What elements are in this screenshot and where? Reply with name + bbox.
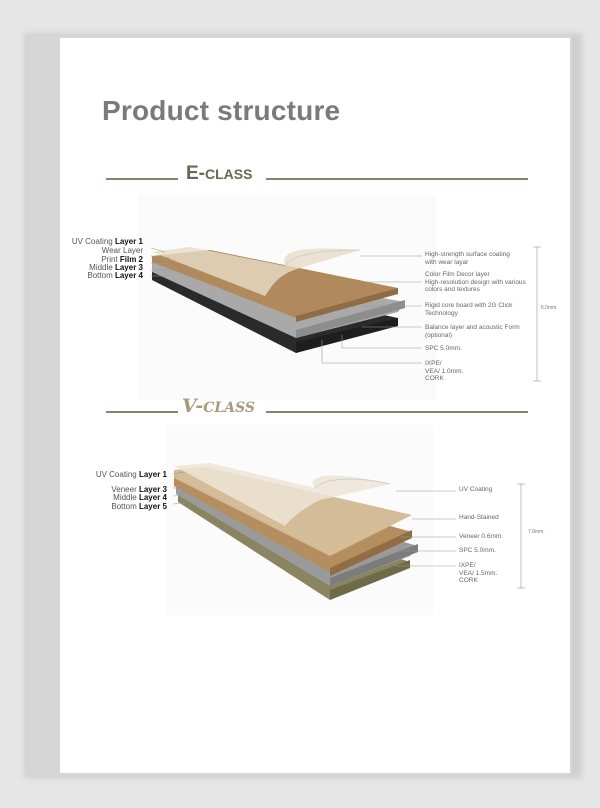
v-thickness-label: 7.0mm. bbox=[528, 529, 545, 535]
v-layer-label-3: Middle Layer 4 bbox=[113, 493, 167, 502]
e-class-heading-prefix: E- bbox=[186, 163, 205, 184]
e-thickness-label: 6.0mm. bbox=[541, 305, 558, 311]
e-callout-1: High-strength surface coating with wear layar bbox=[425, 251, 510, 266]
e-callout-3: Rigid core board with 2G Click Technology bbox=[425, 302, 513, 317]
v-callout-1: UV Coating bbox=[459, 486, 493, 493]
v-callout-5: IXPE/ VEA/ 1.5mm. CORK bbox=[459, 562, 498, 584]
v-callout-4: SPC 5.0mm. bbox=[459, 547, 496, 554]
e-layer-label-4: Middle Layer 3 bbox=[89, 263, 143, 272]
v-class-heading-suffix: CLASS bbox=[203, 400, 256, 416]
v-layer-label-1: UV Coating Layer 1 bbox=[95, 470, 167, 479]
e-callout-5: SPC 5.0mm. bbox=[425, 345, 462, 352]
e-callout-6: IXPE/ VEA/ 1.0mm. CORK bbox=[425, 360, 464, 382]
e-callout-4: Balance layer and acoustic Form (optional) bbox=[425, 324, 520, 339]
e-layer-label-2: Wear Layer bbox=[101, 246, 143, 255]
v-callout-3: Veneer 0.6mm. bbox=[459, 533, 504, 540]
v-class-heading-prefix: V- bbox=[182, 395, 204, 417]
page-title: Product structure bbox=[102, 95, 341, 126]
e-callout-2: Color Film Decor layer High-resolution design with various colors and textures bbox=[425, 271, 526, 293]
e-layer-label-3: Print Film 2 bbox=[101, 255, 143, 264]
e-class-heading-suffix: CLASS bbox=[205, 166, 253, 182]
v-callout-2: Hand-Stained bbox=[459, 514, 499, 521]
v-layer-label-4: Bottom Layer 5 bbox=[111, 502, 167, 511]
v-layer-label-2: Veneer Layer 3 bbox=[111, 485, 167, 494]
e-layer-label-5: Bottom Layer 4 bbox=[87, 271, 143, 280]
e-layer-label-1: UV Coating Layer 1 bbox=[71, 237, 143, 246]
